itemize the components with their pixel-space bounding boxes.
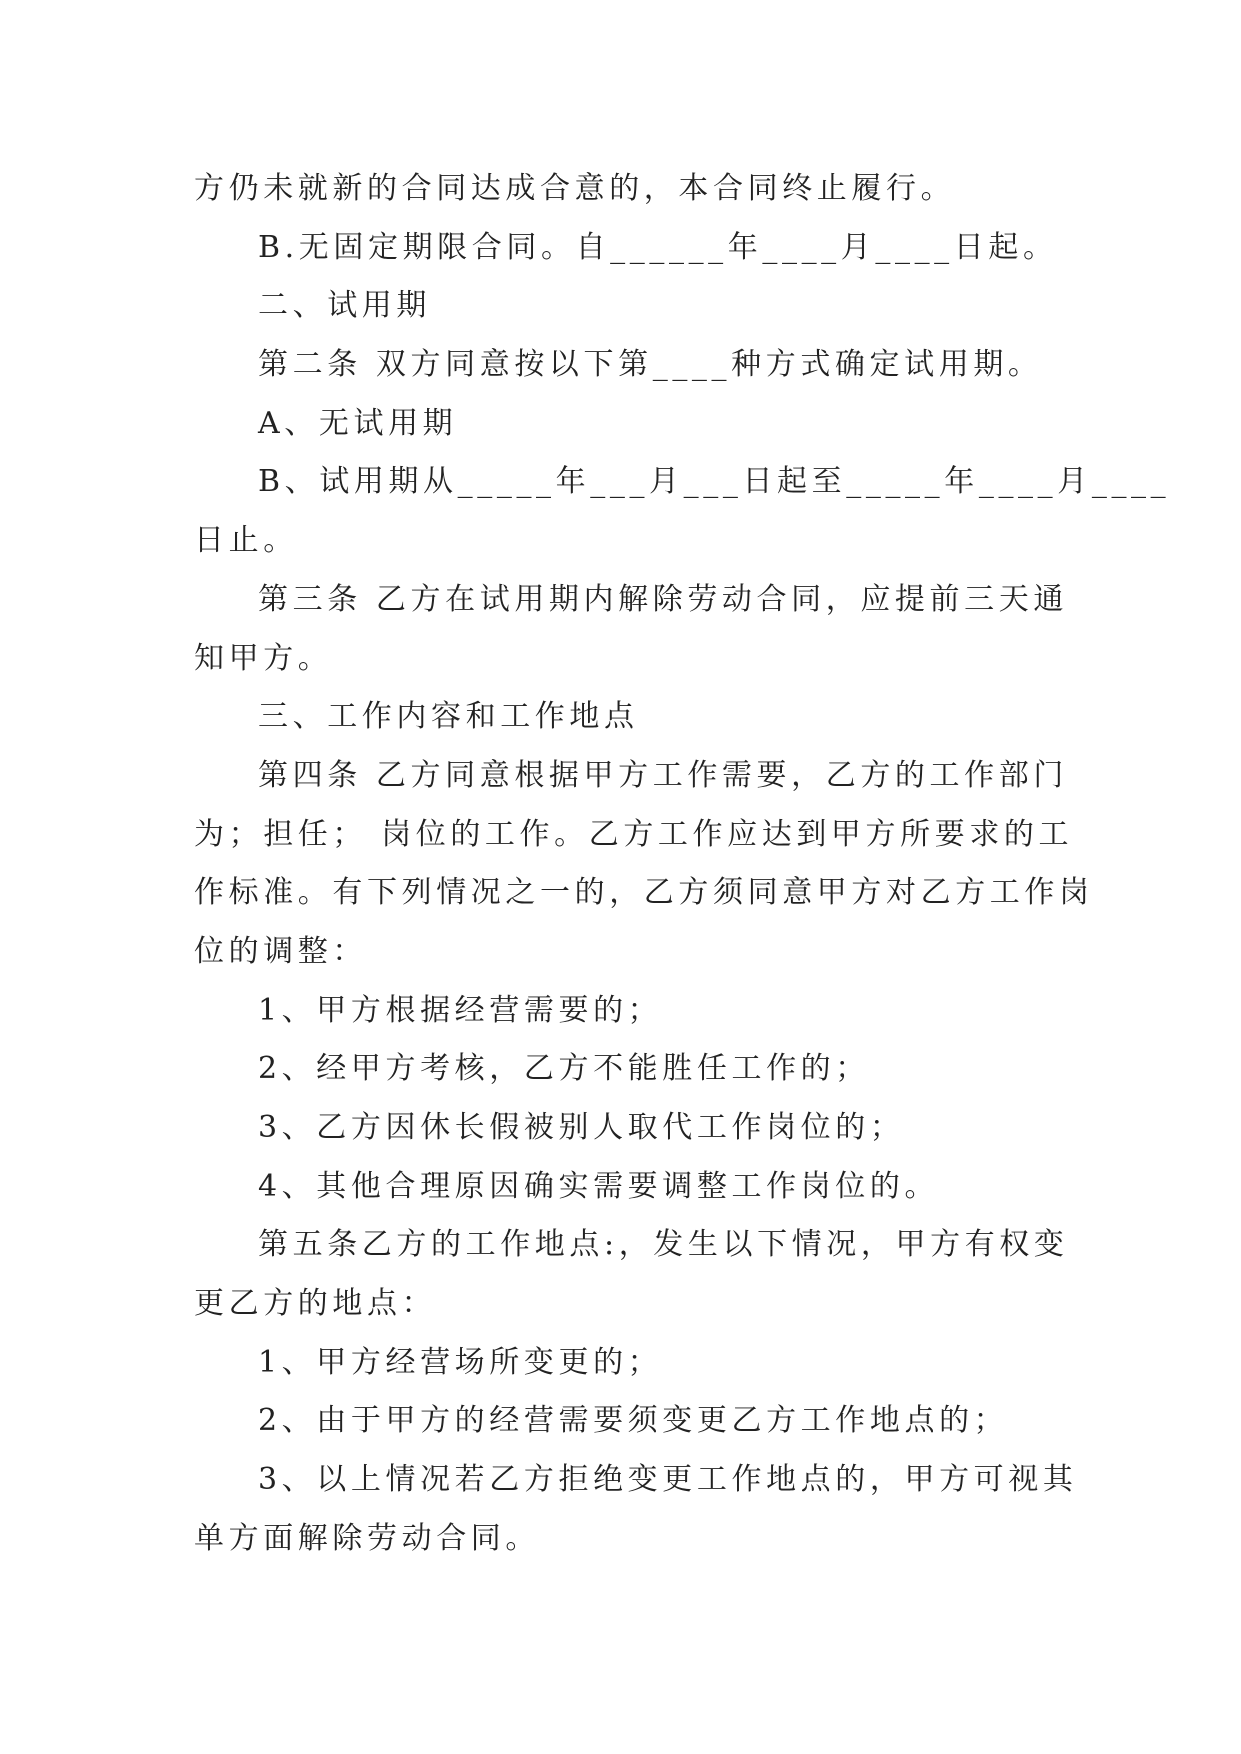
text-line: 单方面解除劳动合同。	[194, 1520, 540, 1556]
text-line: A、无试用期	[258, 405, 458, 441]
text-line: B.无固定期限合同。自______年____月____日起。	[258, 229, 1058, 265]
list-item: 1、甲方根据经营需要的；	[258, 992, 663, 1028]
text-line: 知甲方。	[194, 640, 333, 676]
text-line: 作标准。有下列情况之一的，乙方须同意甲方对乙方工作岗	[194, 875, 1094, 911]
section-heading: 三、工作内容和工作地点	[258, 699, 639, 735]
list-item: 1、甲方经营场所变更的；	[258, 1344, 663, 1380]
text-line: 第二条 双方同意按以下第____种方式确定试用期。	[258, 347, 1043, 383]
text-line: 第四条 乙方同意根据甲方工作需要，乙方的工作部门	[258, 757, 1068, 793]
text-line: 位的调整：	[194, 933, 367, 969]
text-line: B、试用期从_____年___月___日起至_____年____月____	[258, 464, 1171, 500]
document-body	[194, 160, 1171, 1569]
text-line: 方仍未就新的合同达成合意的，本合同终止履行。	[194, 171, 956, 206]
text-line: 第五条乙方的工作地点:，发生以下情况，甲方有权变	[258, 1227, 1069, 1263]
text-line: 第三条 乙方在试用期内解除劳动合同，应提前三天通	[258, 581, 1068, 617]
text-line: 为；担任； 岗位的工作。乙方工作应达到甲方所要求的工	[194, 816, 1074, 852]
list-item: 2、经甲方考核，乙方不能胜任工作的；	[258, 1051, 870, 1087]
list-item: 2、由于甲方的经营需要须变更乙方工作地点的；	[258, 1403, 1009, 1439]
text-line: 更乙方的地点：	[194, 1286, 437, 1322]
list-item: 3、乙方因休长假被别人取代工作岗位的；	[258, 1110, 905, 1145]
list-item: 4、其他合理原因确实需要调整工作岗位的。	[258, 1168, 940, 1204]
text-line: 日止。	[194, 523, 298, 559]
section-heading: 二、试用期	[258, 288, 431, 324]
list-item: 3、以上情况若乙方拒绝变更工作地点的，甲方可视其	[258, 1462, 1078, 1498]
